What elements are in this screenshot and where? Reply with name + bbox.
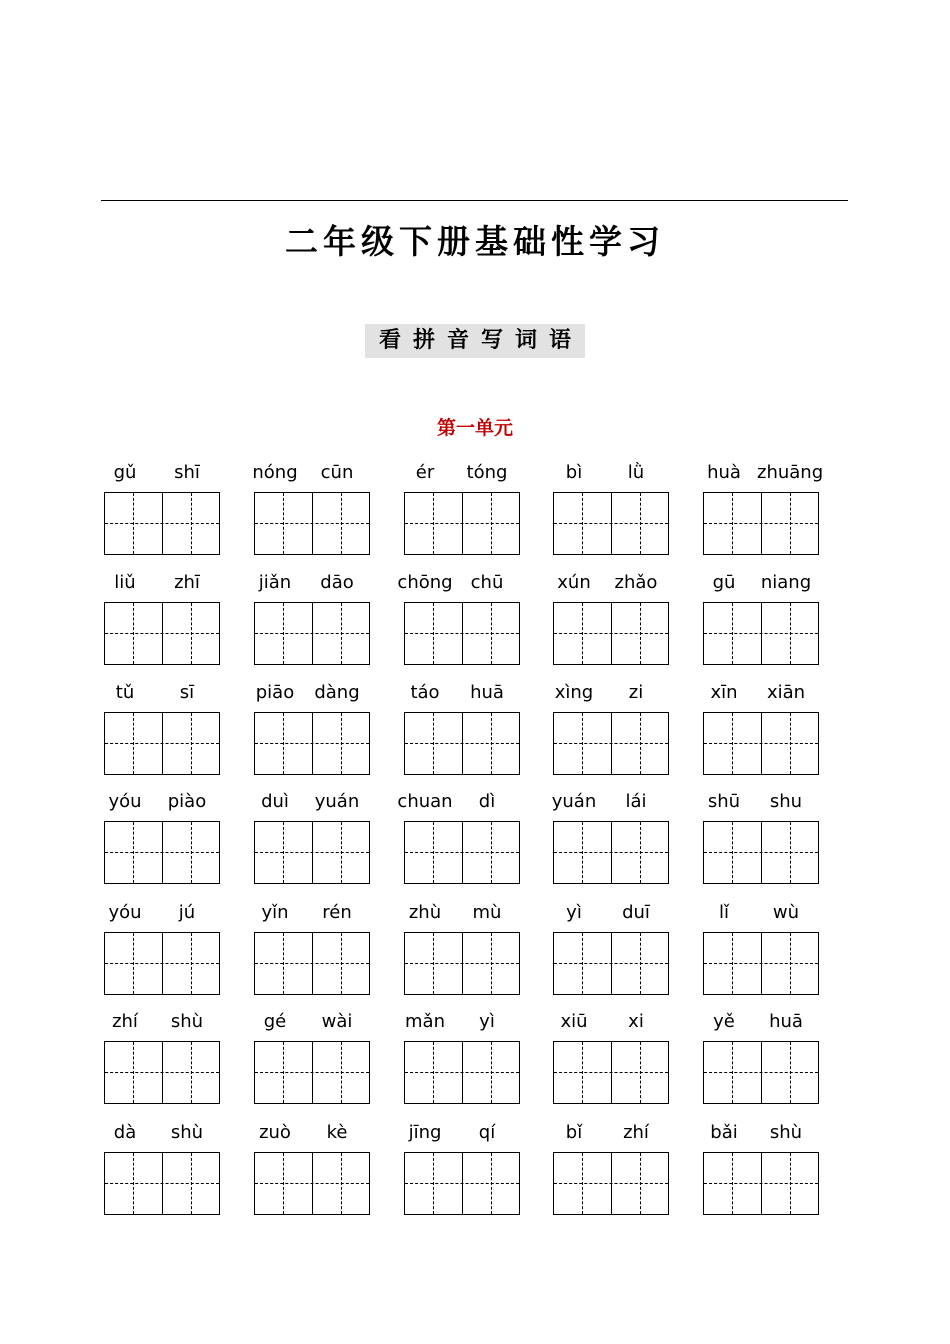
pinyin-syllable: tǔ — [115, 682, 135, 703]
writing-grid[interactable] — [254, 932, 370, 995]
writing-grid[interactable] — [254, 1041, 370, 1104]
grid-guide-line — [790, 713, 791, 774]
grid-guide-line — [704, 633, 818, 634]
pinyin-syllable: wài — [321, 1011, 353, 1032]
pinyin-syllable: bì — [565, 462, 583, 483]
grid-guide-line — [255, 743, 369, 744]
pinyin-syllable: tóng — [466, 462, 508, 483]
grid-guide-line — [433, 493, 434, 554]
grid-guide-line — [191, 493, 192, 554]
pinyin-syllable: xīn — [710, 682, 738, 703]
pinyin-syllable: gǔ — [113, 462, 137, 483]
grid-guide-line — [582, 603, 583, 664]
writing-grid[interactable] — [404, 712, 520, 775]
writing-grid[interactable] — [703, 1152, 819, 1215]
grid-guide-line — [491, 822, 492, 883]
writing-grid[interactable] — [104, 602, 220, 665]
writing-grid[interactable] — [553, 492, 669, 555]
grid-guide-line — [554, 743, 668, 744]
grid-guide-line — [433, 933, 434, 994]
grid-guide-line — [790, 1153, 791, 1214]
grid-guide-line — [341, 822, 342, 883]
grid-guide-line — [405, 743, 519, 744]
grid-guide-line — [732, 713, 733, 774]
writing-grid[interactable] — [254, 821, 370, 884]
pinyin-syllable: piāo — [255, 682, 295, 703]
writing-grid[interactable] — [404, 821, 520, 884]
grid-guide-line — [255, 852, 369, 853]
pinyin-syllable: shù — [170, 1011, 204, 1032]
grid-guide-line — [433, 822, 434, 883]
grid-guide-line — [283, 493, 284, 554]
pinyin-syllable: zhuāng — [757, 462, 824, 483]
grid-guide-line — [704, 743, 818, 744]
writing-grid[interactable] — [703, 1041, 819, 1104]
writing-grid[interactable] — [404, 1152, 520, 1215]
pinyin-syllable: nóng — [252, 462, 298, 483]
writing-grid[interactable] — [553, 932, 669, 995]
grid-guide-line — [133, 713, 134, 774]
pinyin-syllable: shù — [769, 1122, 803, 1143]
pinyin-syllable: chū — [470, 572, 504, 593]
top-rule — [101, 200, 848, 201]
pinyin-syllable: yóu — [108, 791, 142, 812]
grid-guide-line — [433, 713, 434, 774]
grid-guide-line — [640, 493, 641, 554]
grid-guide-line — [704, 1072, 818, 1073]
pinyin-syllable: xiū — [560, 1011, 588, 1032]
grid-guide-line — [554, 523, 668, 524]
grid-guide-line — [732, 493, 733, 554]
grid-guide-line — [341, 933, 342, 994]
pinyin-syllable: dāo — [320, 572, 354, 593]
writing-grid[interactable] — [104, 932, 220, 995]
writing-grid[interactable] — [703, 821, 819, 884]
pinyin-syllable: bǎi — [710, 1122, 738, 1143]
writing-grid[interactable] — [703, 712, 819, 775]
pinyin-syllable: dì — [478, 791, 496, 812]
pinyin-syllable: xi — [628, 1011, 644, 1032]
grid-guide-line — [341, 493, 342, 554]
grid-guide-line — [640, 1153, 641, 1214]
pinyin-syllable: rén — [322, 902, 352, 923]
grid-guide-line — [133, 933, 134, 994]
pinyin-syllable: ér — [415, 462, 435, 483]
grid-guide-line — [732, 1042, 733, 1103]
grid-guide-line — [704, 852, 818, 853]
grid-guide-line — [554, 963, 668, 964]
writing-grid[interactable] — [553, 602, 669, 665]
grid-guide-line — [732, 822, 733, 883]
grid-guide-line — [640, 933, 641, 994]
writing-grid[interactable] — [254, 492, 370, 555]
grid-guide-line — [255, 1183, 369, 1184]
grid-guide-line — [105, 852, 219, 853]
pinyin-syllable: wù — [772, 902, 800, 923]
grid-guide-line — [283, 1153, 284, 1214]
page-title: 二年级下册基础性学习 — [285, 222, 665, 261]
grid-guide-line — [554, 1183, 668, 1184]
pinyin-syllable: zuò — [259, 1122, 291, 1143]
writing-grid[interactable] — [404, 932, 520, 995]
grid-guide-line — [341, 1153, 342, 1214]
grid-guide-line — [105, 1072, 219, 1073]
unit-title: 第一单元 — [436, 417, 513, 439]
grid-guide-line — [341, 1042, 342, 1103]
pinyin-syllable: qí — [478, 1122, 496, 1143]
writing-grid[interactable] — [404, 602, 520, 665]
pinyin-syllable: duì — [261, 791, 289, 812]
grid-guide-line — [554, 1072, 668, 1073]
grid-guide-line — [732, 1153, 733, 1214]
grid-guide-line — [491, 493, 492, 554]
writing-grid[interactable] — [254, 712, 370, 775]
pinyin-syllable: niang — [760, 572, 812, 593]
grid-guide-line — [640, 822, 641, 883]
grid-guide-line — [491, 933, 492, 994]
writing-grid[interactable] — [254, 1152, 370, 1215]
grid-guide-line — [255, 523, 369, 524]
writing-grid[interactable] — [553, 1041, 669, 1104]
pinyin-syllable: zhí — [623, 1122, 649, 1143]
grid-guide-line — [704, 963, 818, 964]
grid-guide-line — [704, 523, 818, 524]
pinyin-syllable: yuán — [314, 791, 360, 812]
pinyin-syllable: táo — [410, 682, 440, 703]
grid-guide-line — [191, 1042, 192, 1103]
grid-guide-line — [405, 852, 519, 853]
grid-guide-line — [640, 713, 641, 774]
pinyin-syllable: duī — [622, 902, 650, 923]
pinyin-syllable: xìng — [554, 682, 594, 703]
writing-grid[interactable] — [104, 821, 220, 884]
pinyin-syllable: zhǎo — [614, 572, 658, 593]
grid-guide-line — [133, 603, 134, 664]
grid-guide-line — [582, 822, 583, 883]
pinyin-syllable: chōng — [397, 572, 453, 593]
pinyin-syllable: shī — [174, 462, 200, 483]
writing-grid[interactable] — [404, 1041, 520, 1104]
grid-guide-line — [283, 822, 284, 883]
grid-guide-line — [283, 713, 284, 774]
pinyin-syllable: shu — [769, 791, 803, 812]
pinyin-syllable: jú — [178, 902, 196, 923]
grid-guide-line — [133, 1153, 134, 1214]
grid-guide-line — [491, 603, 492, 664]
grid-guide-line — [732, 603, 733, 664]
grid-guide-line — [640, 1042, 641, 1103]
grid-guide-line — [191, 713, 192, 774]
grid-guide-line — [191, 933, 192, 994]
grid-guide-line — [790, 1042, 791, 1103]
pinyin-syllable: gé — [263, 1011, 287, 1032]
grid-guide-line — [433, 1153, 434, 1214]
grid-guide-line — [105, 633, 219, 634]
section-title: 看拼音写词语 — [365, 324, 585, 358]
grid-guide-line — [491, 713, 492, 774]
grid-guide-line — [433, 1042, 434, 1103]
grid-guide-line — [255, 633, 369, 634]
grid-guide-line — [491, 1153, 492, 1214]
grid-guide-line — [491, 1042, 492, 1103]
grid-guide-line — [255, 963, 369, 964]
pinyin-syllable: piào — [167, 791, 207, 812]
pinyin-syllable: dàng — [314, 682, 360, 703]
grid-guide-line — [133, 1042, 134, 1103]
pinyin-syllable: kè — [326, 1122, 348, 1143]
pinyin-syllable: mù — [472, 902, 502, 923]
pinyin-syllable: yì — [479, 1011, 495, 1032]
writing-grid[interactable] — [553, 712, 669, 775]
pinyin-syllable: gū — [712, 572, 736, 593]
grid-guide-line — [405, 523, 519, 524]
pinyin-syllable: mǎn — [405, 1011, 445, 1032]
grid-guide-line — [105, 523, 219, 524]
grid-guide-line — [790, 933, 791, 994]
grid-guide-line — [191, 1153, 192, 1214]
grid-guide-line — [105, 743, 219, 744]
writing-grid[interactable] — [104, 1041, 220, 1104]
grid-guide-line — [582, 493, 583, 554]
grid-guide-line — [341, 603, 342, 664]
grid-guide-line — [732, 933, 733, 994]
pinyin-syllable: cūn — [320, 462, 354, 483]
writing-grid[interactable] — [703, 932, 819, 995]
subtitle-wrap — [0, 324, 950, 358]
pinyin-syllable: huā — [769, 1011, 803, 1032]
grid-guide-line — [341, 713, 342, 774]
grid-guide-line — [582, 1042, 583, 1103]
pinyin-syllable: xiān — [766, 682, 806, 703]
pinyin-syllable: shū — [707, 791, 741, 812]
grid-guide-line — [704, 1183, 818, 1184]
pinyin-syllable: dà — [113, 1122, 137, 1143]
pinyin-syllable: huā — [470, 682, 504, 703]
pinyin-syllable: shù — [170, 1122, 204, 1143]
pinyin-syllable: zhí — [112, 1011, 138, 1032]
writing-grid[interactable] — [703, 602, 819, 665]
pinyin-syllable: yě — [713, 1011, 735, 1032]
writing-grid[interactable] — [104, 492, 220, 555]
pinyin-syllable: yì — [566, 902, 582, 923]
pinyin-syllable: zi — [628, 682, 644, 703]
grid-guide-line — [283, 603, 284, 664]
grid-guide-line — [433, 603, 434, 664]
pinyin-syllable: jiǎn — [258, 572, 292, 593]
pinyin-syllable: liǔ — [114, 572, 136, 593]
grid-guide-line — [283, 933, 284, 994]
grid-guide-line — [554, 852, 668, 853]
grid-guide-line — [582, 933, 583, 994]
pinyin-syllable: lái — [625, 791, 647, 812]
grid-guide-line — [105, 963, 219, 964]
grid-guide-line — [405, 1072, 519, 1073]
grid-guide-line — [191, 603, 192, 664]
pinyin-syllable: zhī — [174, 572, 200, 593]
grid-guide-line — [133, 493, 134, 554]
pinyin-syllable: xún — [557, 572, 591, 593]
pinyin-syllable: lǜ — [627, 462, 645, 483]
grid-guide-line — [405, 963, 519, 964]
grid-guide-line — [790, 822, 791, 883]
grid-guide-line — [582, 713, 583, 774]
grid-guide-line — [405, 633, 519, 634]
writing-grid[interactable] — [404, 492, 520, 555]
writing-grid[interactable] — [254, 602, 370, 665]
pinyin-syllable: lǐ — [718, 902, 729, 923]
grid-guide-line — [582, 1153, 583, 1214]
grid-guide-line — [191, 822, 192, 883]
pinyin-syllable: yuán — [551, 791, 597, 812]
pinyin-syllable: zhù — [408, 902, 442, 923]
grid-guide-line — [790, 603, 791, 664]
grid-guide-line — [554, 633, 668, 634]
grid-guide-line — [640, 603, 641, 664]
pinyin-syllable: yǐn — [261, 902, 289, 923]
writing-grid[interactable] — [703, 492, 819, 555]
writing-grid[interactable] — [104, 1152, 220, 1215]
grid-guide-line — [255, 1072, 369, 1073]
pinyin-syllable: sī — [179, 682, 195, 703]
pinyin-syllable: jīng — [408, 1122, 442, 1143]
grid-guide-line — [405, 1183, 519, 1184]
grid-guide-line — [105, 1183, 219, 1184]
grid-guide-line — [790, 493, 791, 554]
writing-grid[interactable] — [553, 821, 669, 884]
pinyin-syllable: chuan — [397, 791, 453, 812]
writing-grid[interactable] — [553, 1152, 669, 1215]
grid-guide-line — [283, 1042, 284, 1103]
pinyin-syllable: bǐ — [565, 1122, 583, 1143]
pinyin-syllable: yóu — [108, 902, 142, 923]
writing-grid[interactable] — [104, 712, 220, 775]
grid-guide-line — [133, 822, 134, 883]
pinyin-syllable: huà — [707, 462, 741, 483]
